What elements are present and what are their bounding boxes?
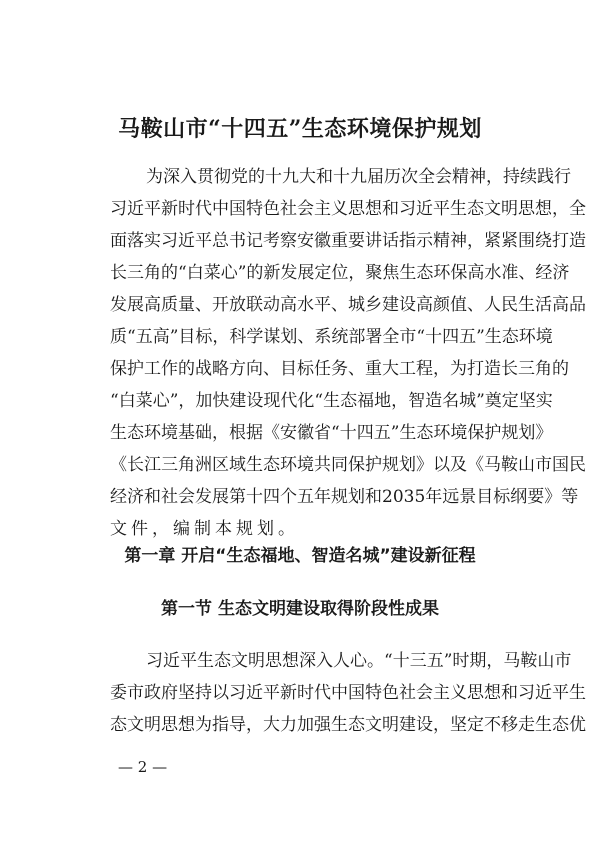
document-title: 马鞍山市“十四五”生态环境保护规划 bbox=[118, 116, 482, 142]
paragraph-line: 《长江三角洲区域生态环境共同保护规划》以及《马鞍山市国民 bbox=[110, 455, 586, 475]
paragraph-line: 长三角的“白菜心”的新发展定位，聚焦生态环保高水准、经济 bbox=[110, 263, 570, 283]
paragraph-line: 生态环境基础，根据《安徽省“十四五”生态环境保护规划》 bbox=[110, 423, 553, 443]
section-heading: 第一节 生态文明建设取得阶段性成果 bbox=[161, 599, 439, 619]
paragraph-line: 文件，编制本规划。 bbox=[110, 519, 299, 539]
page-number: — 2 — bbox=[118, 758, 168, 776]
paragraph-line: 保护工作的战略方向、目标任务、重大工程，为打造长三角的 bbox=[110, 359, 569, 379]
paragraph-line: 面落实习近平总书记考察安徽重要讲话指示精神，紧紧围绕打造 bbox=[110, 231, 586, 251]
paragraph-line: 质“五高”目标，科学谋划、系统部署全市“十四五”生态环境 bbox=[110, 327, 553, 347]
paragraph-line: 习近平生态文明思想深入人心。“十三五”时期，马鞍山市 bbox=[146, 651, 572, 671]
paragraph-line: 委市政府坚持以习近平新时代中国特色社会主义思想和习近平生 bbox=[110, 683, 586, 703]
paragraph-line: 经济和社会发展第十四个五年规划和2035年远景目标纲要》等 bbox=[110, 487, 579, 507]
paragraph-line: 态文明思想为指导，大力加强生态文明建设，坚定不移走生态优 bbox=[110, 715, 586, 735]
paragraph-line: 发展高质量、开放联动高水平、城乡建设高颜值、人民生活高品 bbox=[110, 295, 586, 315]
paragraph-line: “白菜心”，加快建设现代化“生态福地，智造名城”奠定坚实 bbox=[110, 391, 553, 411]
chapter-heading: 第一章 开启“生态福地、智造名城”建设新征程 bbox=[124, 546, 476, 566]
paragraph-line: 为深入贯彻党的十九大和十九届历次全会精神，持续践行 bbox=[146, 167, 571, 187]
paragraph-line: 习近平新时代中国特色社会主义思想和习近平生态文明思想，全 bbox=[110, 199, 586, 219]
